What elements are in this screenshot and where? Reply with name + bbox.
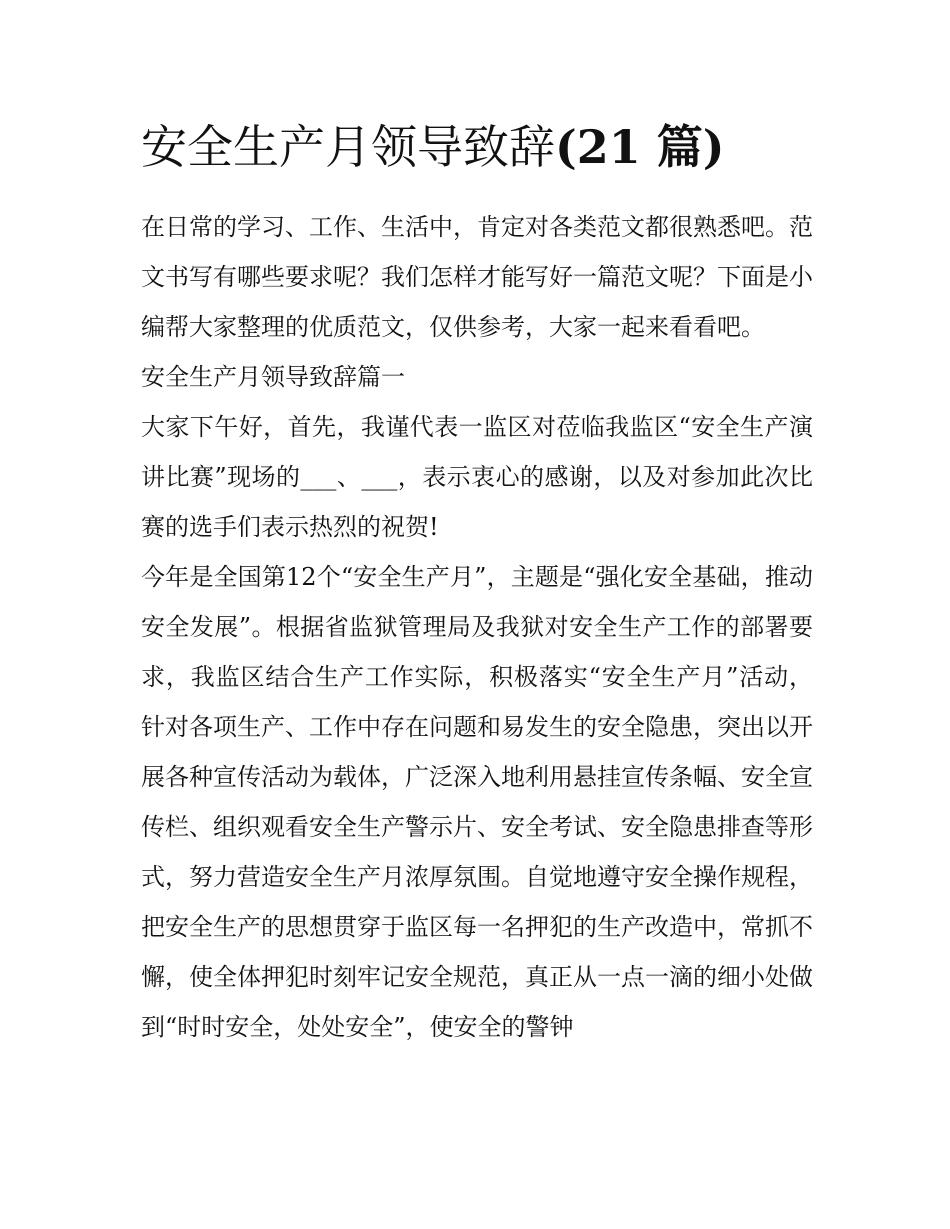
document-page bbox=[141, 112, 813, 1052]
document-title bbox=[141, 112, 813, 182]
body-paragraph-1: 大家下午好，首先，我谨代表一监区对莅临我监区“安全生产演讲比赛”现场的___、___，表示衷心的感谢，以及对参加此次比赛的选手们表示热烈的祝贺! bbox=[141, 413, 813, 541]
section-heading: 安全生产月领导致辞篇一 bbox=[141, 363, 405, 391]
document-title-count: (21 篇) bbox=[555, 120, 725, 174]
body-paragraph-2: 今年是全国第12个“安全生产月”，主题是“强化安全基础，推动安全发展”。根据省监狱管理局及我狱对安全生产工作的部署要求，我监区结合生产工作实际，积极落实“安全生产月”活动，针对各项生产、工作中存在问题和易发生的安全隐患，突出以开展各种宣传活动为载体，广泛深入地利用悬挂宣传条幅、安全宣传栏、组织观看安全生产警示片、安全考试、安全隐患排查等形式，努力营造安全生产月浓厚氛围。自觉地遵守安全操作规程，把安全生产的思想贯穿于监区每一名押犯的生产改造中，常抓不懈，使全体押犯时刻牢记安全规范，真正从一点一滴的细小处做到“时时安全，处处安全”，使安全的警钟 bbox=[141, 563, 813, 1041]
intro-paragraph: 在日常的学习、工作、生活中，肯定对各类范文都很熟悉吧。范文书写有哪些要求呢？我们怎样才能写好一篇范文呢？下面是小编帮大家整理的优质范文，仅供参考，大家一起来看看吧。 bbox=[141, 213, 813, 341]
document-title-main: 安全生产月领导致辞 bbox=[141, 120, 555, 174]
